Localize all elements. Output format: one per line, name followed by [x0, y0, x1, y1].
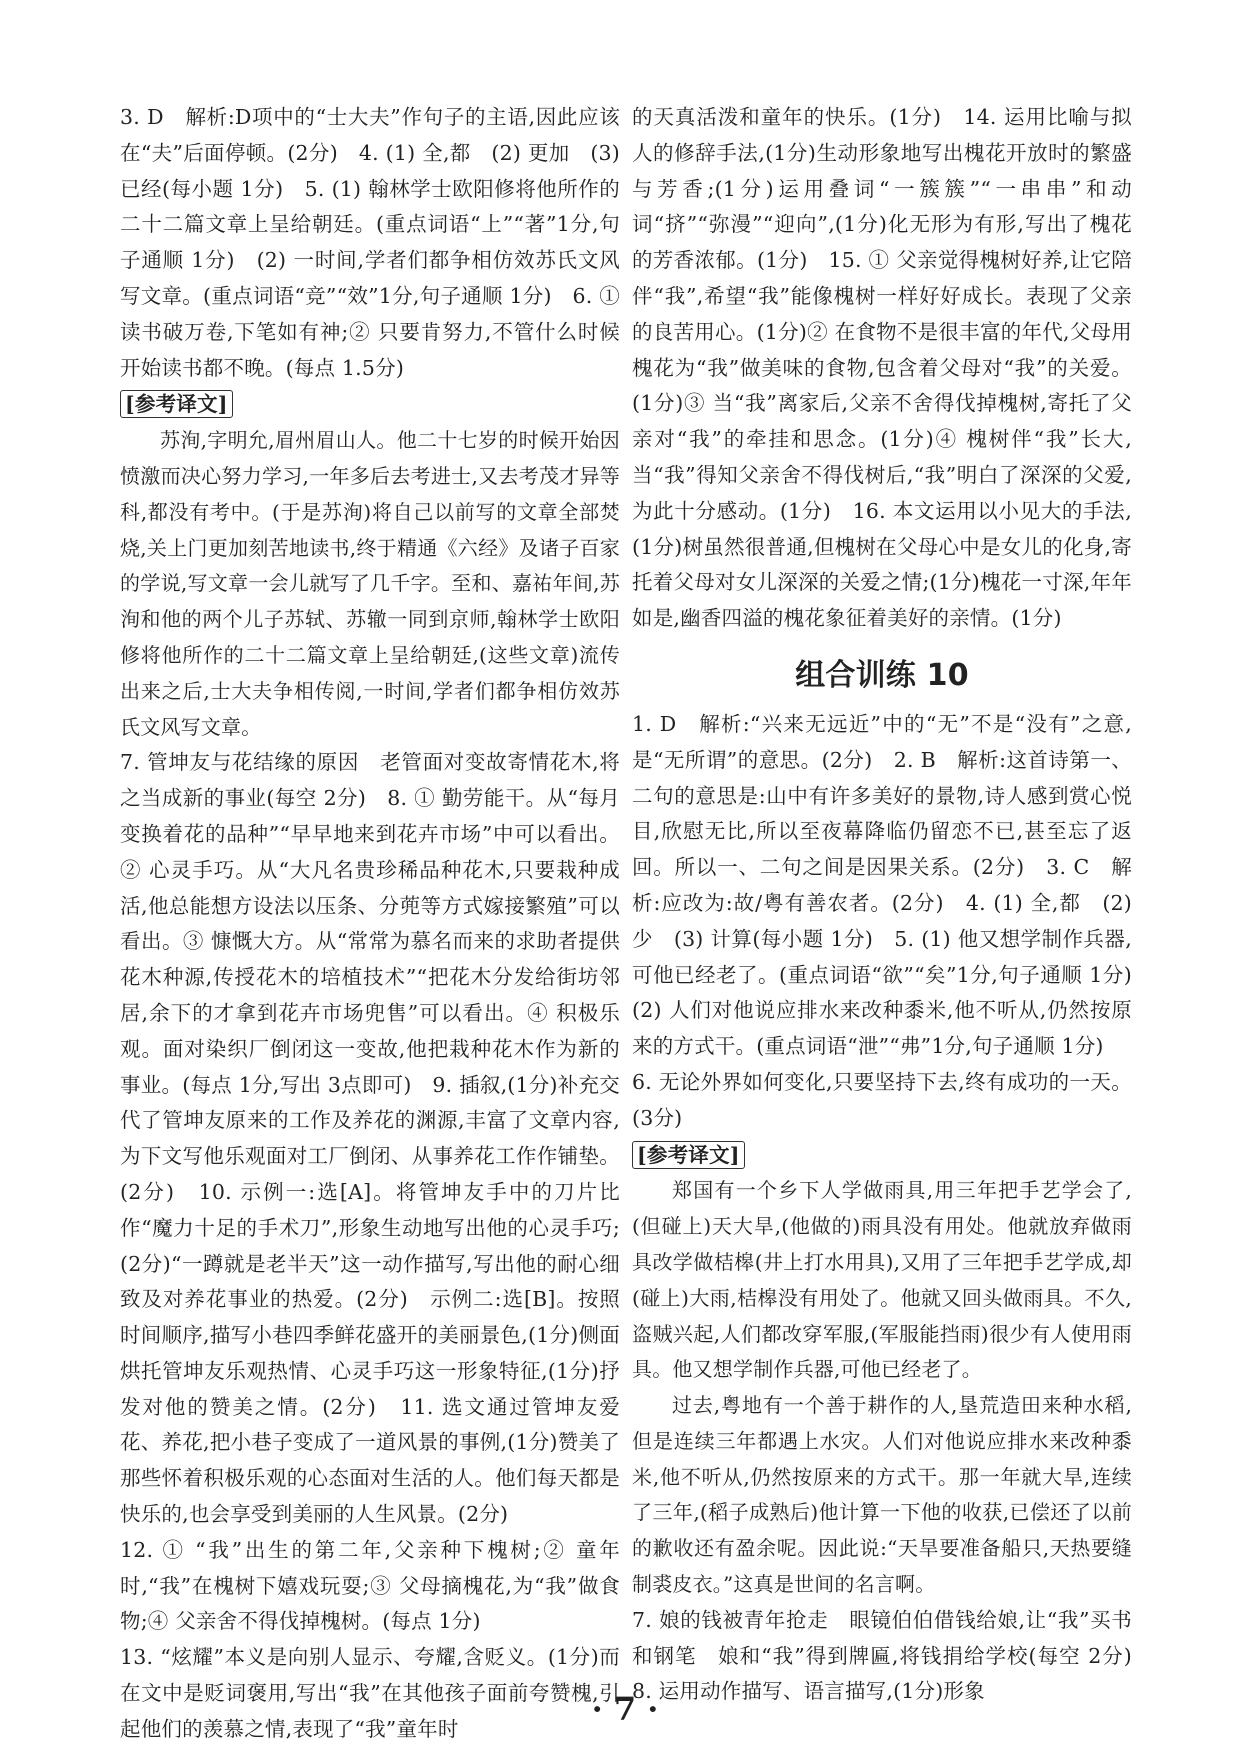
answer-block-12: 12. ① “我”出生的第二年,父亲种下槐树;② 童年时,“我”在槐树下嬉戏玩耍;③ 父母摘槐花,为“我”做食物;④ 父亲舍不得伐掉槐树。(每点 1分): [120, 1537, 620, 1634]
translation-su-xun: 苏洵,字明允,眉州眉山人。他二十七岁的时候开始因愤激而决心努力学习,一年多后去考进士,又去考茂才异等科,都没有考中。(于是苏洵)将自己以前写的文章全部焚烧,关上门更加刻苦地读书,终于精通《六经》及诸子百家的学说,写文章一会儿就写了几千字。至和、嘉祐年间,苏洵和他的两个儿子苏轼、苏辙一同到京师,翰林学士欧阳修将他所作的二十二篇文章上呈给朝廷,(这些文章)流传出来之后,士大夫争相传阅,一时间,学者们都争相仿效苏氏文风写文章。: [120, 428, 620, 739]
answer-block-1-5: 1. D 解析:“兴来无远近”中的“无”不是“没有”之意,是“无所谓”的意思。(2分) 2. B 解析:这首诗第一、二句的意思是:山中有许多美好的景物,诗人感到赏心悦目,欣慰无比,所以至夜幕降临仍留恋不已,甚至忘了返回。所以一、二句之间是因果关系。(2分) 3. C 解析:应改为:故/粤有善农者。(2分) 4. (1) 全,都 (2) 少 (3) 计算(每小题 1分) 5. (1) 他又想学制作兵器,可他已经老了。(重点词语“欲”“矣”1分,句子通顺 1分) (2) 人们对他说应排水来改种黍米,他不听从,仍然按原来的方式干。(重点词语“泄”“弗”1分,句子通顺 1分): [632, 711, 1153, 1059]
answer-block-6: 6. 无论外界如何变化,只要坚持下去,终有成功的一天。(3分): [632, 1069, 1132, 1130]
reference-translation-label: [参考译文]: [632, 1141, 745, 1169]
answer-block-3-6: 3. D 解析:D项中的“士大夫”作句子的主语,因此应该在“夫”后面停顿。(2分) 4. (1) 全,都 (2) 更加 (3) 已经(每小题 1分) 5. (1) 翰林学士欧阳修将他所作的二十二篇文章上呈给朝廷。(重点词语“上”“著”1分,句子通顺 1分) (2) 一时间,学者们都争相仿效苏氏文风写文章。(重点词语“竞”“效”1分,句子通顺 1分) 6. ① 读书破万卷,下笔如有神;② 只要肯努力,不管什么时候开始读书都不晚。(每点 1.5分): [120, 105, 620, 380]
right-column: [632, 100, 1153, 1710]
answer-block-13: 13. “炫耀”本义是向别人显示、夸耀,含贬义。(1分)而在文中是贬词褒用,写出“我”在其他孩子面前夸赞槐,引起他们的羡慕之情,表现了“我”童年时: [120, 1645, 620, 1741]
reference-translation-label: [参考译文]: [120, 390, 233, 418]
section-heading: 组合训练 10: [795, 657, 969, 693]
translation-zheng: 郑国有一个乡下人学做雨具,用三年把手艺学会了,(但碰上)天大旱,(他做的)雨具没有用处。他就放弃做雨具改学做桔槔(井上打水用具),又用了三年把手艺学成,却(碰上)大雨,桔槔没有用处了。他就又回头做雨具。不久,盗贼兴起,人们都改穿军服,(军服能挡雨)很少有人使用雨具。他又想学制作兵器,可他已经老了。: [632, 1178, 1132, 1382]
answer-block-13-16: 的天真活泼和童年的快乐。(1分) 14. 运用比喻与拟人的修辞手法,(1分)生动形象地写出槐花开放时的繁盛与芳香;(1分)运用叠词“一簇簇”“一串串”和动词“挤”“弥漫”“迎向”,(1分)化无形为有形,写出了槐花的芳香浓郁。(1分) 15. ① 父亲觉得槐树好养,让它陪伴“我”,希望“我”能像槐树一样好好成长。表现了父亲的良苦用心。(1分)② 在食物不是很丰富的年代,父母用槐花为“我”做美味的食物,包含着父母对“我”的关爱。(1分)③ 当“我”离家后,父亲不舍得伐掉槐树,寄托了父亲对“我”的牵挂和思念。(1分)④ 槐树伴“我”长大,当“我”得知父亲舍不得伐树后,“我”明白了深深的父爱,为此十分感动。(1分) 16. 本文运用以小见大的手法,(1分)树虽然很普通,但槐树在父母心中是女儿的化身,寄托着父母对女儿深深的关爱之情;(1分)槐花一寸深,年年如是,幽香四溢的槐花象征着美好的亲情。(1分): [632, 105, 1132, 631]
page-number: · 7 ·: [591, 1690, 659, 1728]
answer-block-7-11: 7. 管坤友与花结缘的原因 老管面对变故寄情花木,将之当成新的事业(每空 2分) 8. ① 勤劳能干。从“每月变换着花的品种”“早早地来到花卉市场”中可以看出。② 心灵手巧。从“大凡名贵珍稀品种花木,只要栽种成活,他总能想方设法以压条、分蔸等方式嫁接繁殖”可以看出。③ 慷慨大方。从“常常为慕名而来的求助者提供花木种源,传授花木的培植技术”“把花木分发给街坊邻居,余下的才拿到花卉市场兜售”可以看出。④ 积极乐观。面对染织厂倒闭这一变故,他把栽种花木作为新的事业。(每点 1分,写出 3点即可) 9. 插叙,(1分)补充交代了管坤友原来的工作及养花的渊源,丰富了文章内容,为下文写他乐观面对工厂倒闭、从事养花工作作铺垫。(2分) 10. 示例一:选[A]。将管坤友手中的刀片比作“魔力十足的手术刀”,形象生动地写出他的心灵手巧;(2分)“一蹲就是老半天”这一动作描写,写出他的耐心细致及对养花事业的热爱。(2分) 示例二:选[B]。按照时间顺序,描写小巷四季鲜花盛开的美丽景色,(1分)侧面烘托管坤友乐观热情、心灵手巧这一形象特征,(1分)抒发对他的赞美之情。(2分) 11. 选文通过管坤友爱花、养花,把小巷子变成了一道风景的事例,(1分)赞美了那些怀着积极乐观的心态面对生活的人。他们每天都是快乐的,也会享受到美丽的人生风景。(2分): [120, 750, 620, 1527]
answer-block-7-8: 7. 娘的钱被青年抢走 眼镜伯伯借钱给娘,让“我”买书和钢笔 娘和“我”得到牌匾,将钱捐给学校(每空 2分) 8. 运用动作描写、语言描写,(1分)形象: [632, 1607, 1153, 1704]
translation-yue: 过去,粤地有一个善于耕作的人,垦荒造田来种水稻,但是连续三年都遇上水灾。人们对他说应排水来改种黍米,他不听从,仍然按原来的方式干。那一年就大旱,连续了三年,(稻子成熟后)他计算一下他的收获,已偿还了以前的歉收还有盈余呢。因此说:“天旱要准备船只,天热要缝制裘皮衣。”这真是世间的名言啊。: [632, 1393, 1132, 1597]
left-column: [120, 100, 620, 1748]
